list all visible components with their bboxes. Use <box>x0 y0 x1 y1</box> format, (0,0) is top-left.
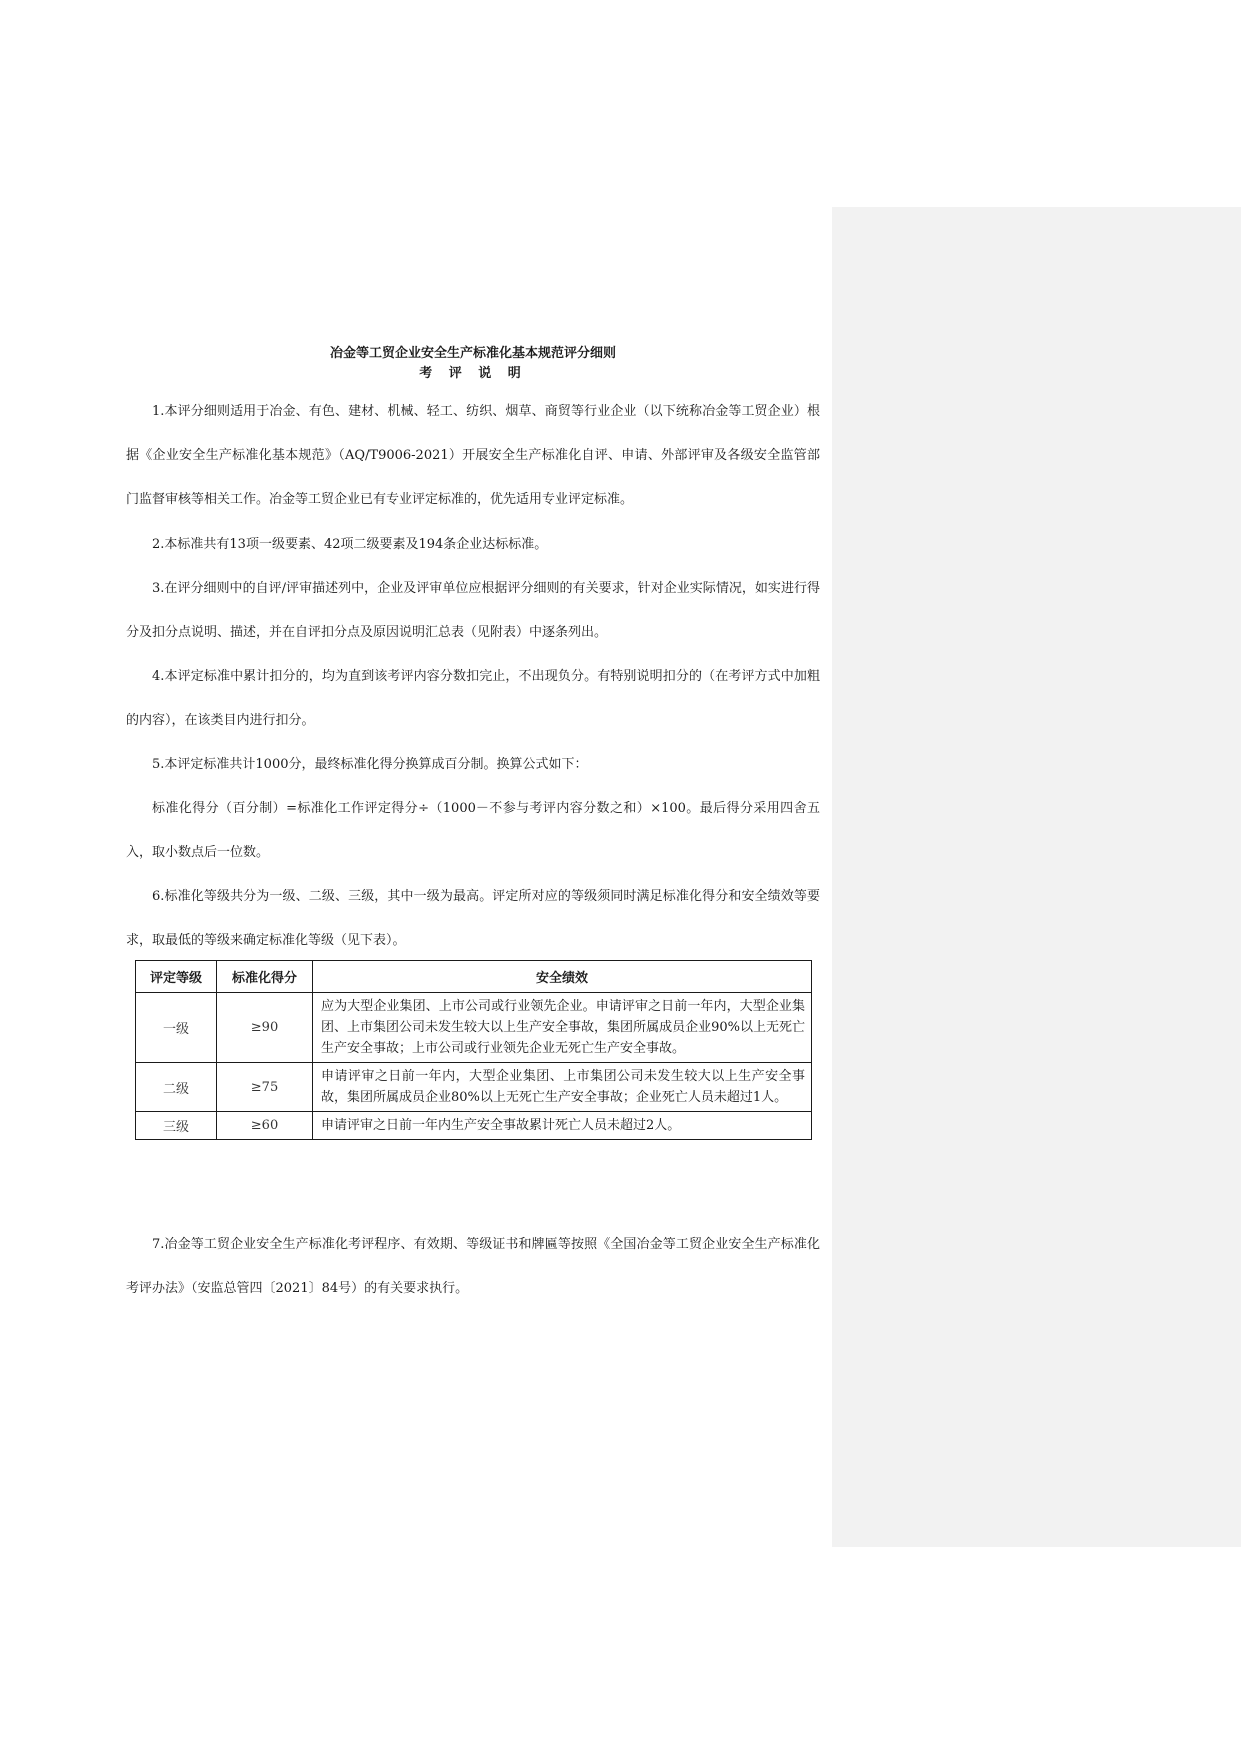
table-header-row <box>136 961 812 993</box>
paragraph-4: 4.本评定标准中累计扣分的，均为直到该考评内容分数扣完止，不出现负分。有特别说明扣分的（在考评方式中加粗的内容），在该类目内进行扣分。 <box>126 669 820 728</box>
grade-table <box>135 960 812 1140</box>
grade-level-cell: 一级 <box>136 993 217 1063</box>
grade-score-cell: ≥75 <box>217 1063 313 1112</box>
paragraph-2: 2.本标准共有13项一级要素、42项二级要素及194条企业达标标准。 <box>152 537 548 552</box>
table-row <box>136 993 812 1063</box>
header-level: 评定等级 <box>136 961 217 993</box>
grade-level-cell: 三级 <box>136 1112 217 1140</box>
header-performance: 安全绩效 <box>313 961 812 993</box>
grade-score-cell: ≥60 <box>217 1112 313 1140</box>
grade-performance-cell: 应为大型企业集团、上市公司或行业领先企业。申请评审之日前一年内，大型企业集团、上市集团公司未发生较大以上生产安全事故，集团所属成员企业90%以上无死亡生产安全事故；上市公司或行业领先企业无死亡生产安全事故。 <box>313 993 812 1063</box>
paragraph-5-formula: 标准化得分（百分制）=标准化工作评定得分÷（1000－不参与考评内容分数之和）×100。最后得分采用四舍五入，取小数点后一位数。 <box>126 801 820 860</box>
table-row <box>136 1063 812 1112</box>
grade-score-cell: ≥90 <box>217 993 313 1063</box>
document-title: 冶金等工贸企业安全生产标准化基本规范评分细则 <box>329 346 616 361</box>
header-score: 标准化得分 <box>217 961 313 993</box>
paragraph-5: 5.本评定标准共计1000分，最终标准化得分换算成百分制。换算公式如下： <box>152 757 588 772</box>
table-row <box>136 1112 812 1140</box>
document-subtitle: 考 评 说 明 <box>419 366 527 381</box>
paragraph-7: 7.冶金等工贸企业安全生产标准化考评程序、有效期、等级证书和牌匾等按照《全国冶金等工贸企业安全生产标准化考评办法》（安监总管四〔2021〕84号）的有关要求执行。 <box>126 1237 820 1296</box>
paragraph-6: 6.标准化等级共分为一级、二级、三级，其中一级为最高。评定所对应的等级须同时满足标准化得分和安全绩效等要求，取最低的等级来确定标准化等级（见下表）。 <box>126 889 820 948</box>
grade-level-cell: 二级 <box>136 1063 217 1112</box>
grade-performance-cell: 申请评审之日前一年内生产安全事故累计死亡人员未超过2人。 <box>313 1112 812 1140</box>
paragraph-1: 1.本评分细则适用于冶金、有色、建材、机械、轻工、纺织、烟草、商贸等行业企业（以下统称冶金等工贸企业）根据《企业安全生产标准化基本规范》（AQ/T9006-2021）开展安全生产标准化自评、申请、外部评审及各级安全监管部门监督审核等相关工作。冶金等工贸企业已有专业评定标准的，优先适用专业评定标准。 <box>126 404 820 507</box>
paragraph-3: 3.在评分细则中的自评/评审描述列中，企业及评审单位应根据评分细则的有关要求，针对企业实际情况，如实进行得分及扣分点说明、描述，并在自评扣分点及原因说明汇总表（见附表）中逐条列出。 <box>126 581 820 640</box>
grade-performance-cell: 申请评审之日前一年内，大型企业集团、上市集团公司未发生较大以上生产安全事故，集团所属成员企业80%以上无死亡生产安全事故；企业死亡人员未超过1人。 <box>313 1063 812 1112</box>
